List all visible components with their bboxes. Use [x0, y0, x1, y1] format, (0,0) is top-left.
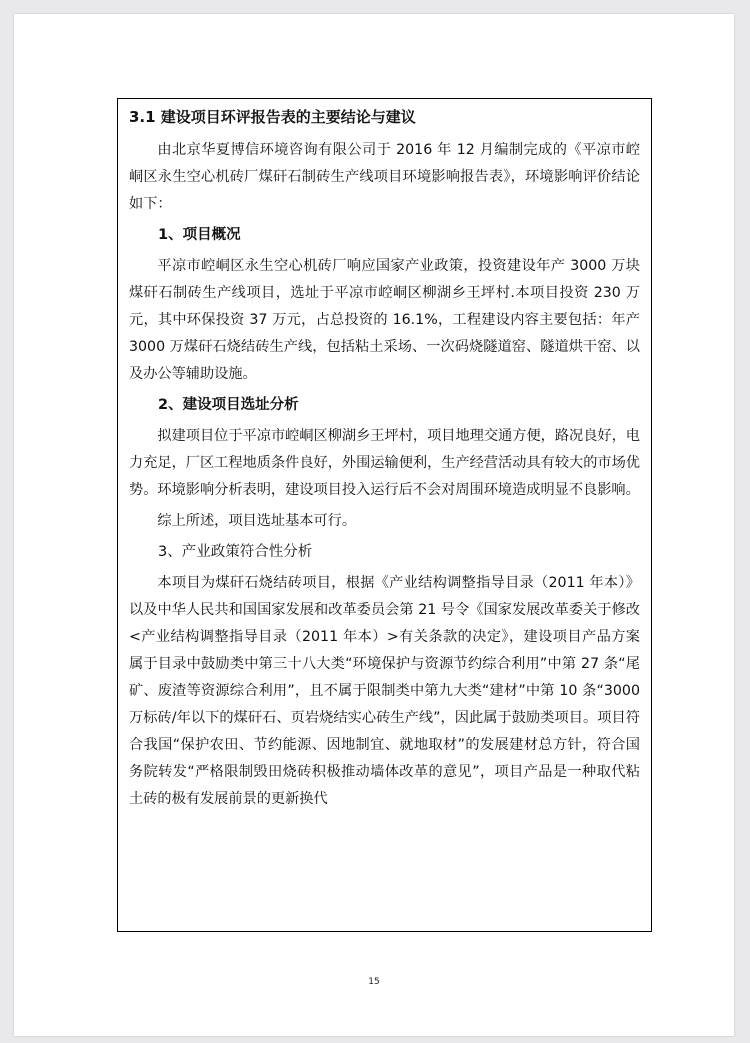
- content-table-frame: [117, 98, 652, 932]
- section1-title: 1、项目概况: [158, 227, 241, 243]
- section2-title: 2、建设项目选址分析: [158, 397, 299, 413]
- intro-paragraph: 由北京华夏博信环境咨询有限公司于 2016 年 12 月编制完成的《平凉市崆峒区永生空心机砖厂煤矸石制砖生产线项目环境影响报告表》，环境影响评价结论如下：: [129, 142, 640, 212]
- section3-title: 3、产业政策符合性分析: [158, 544, 313, 560]
- content-body: [118, 99, 651, 813]
- section2-paragraph: 拟建项目位于平凉市崆峒区柳湖乡王坪村，项目地理交通方便，路况良好，电力充足，厂区工程地质条件良好，外围运输便利，生产经营活动具有较大的市场优势。环境影响分析表明，建设项目投入运行后不会对周围环境造成明显不良影响。: [129, 428, 640, 498]
- section-heading: 3.1 建设项目环评报告表的主要结论与建议: [129, 108, 416, 126]
- section3-paragraph: 本项目为煤矸石烧结砖项目，根据《产业结构调整指导目录（2011 年本）》以及中华人民共和国国家发展和改革委员会第 21 号令《国家发展改革委关于修改<产业结构调整指导目录（2011 年本）>有关条款的决定》，建设项目产品方案属于目录中鼓励类中第三十八大类“环境保护与资源节约综合利用”中第 27 条“尾矿、废渣等资源综合利用”，且不属于限制类中第九大类“建材”中第 10 条“3000 万标砖/年以下的煤矸石、页岩烧结实心砖生产线”，因此属于鼓励类项目。项目符合我国“保护农田、节约能源、因地制宜、就地取材”的发展建材总方针，符合国务院转发“严格限制毁田烧砖积极推动墙体改革的意见”，项目产品是一种取代粘土砖的极有发展前景的更新换代: [129, 575, 640, 807]
- section1-paragraph: 平凉市崆峒区永生空心机砖厂响应国家产业政策，投资建设年产 3000 万块煤矸石制砖生产线项目，选址于平凉市崆峒区柳湖乡王坪村.本项目投资 230 万元，其中环保投资 37 万元，占总投资的 16.1%，工程建设内容主要包括：年产 3000 万煤矸石烧结砖生产线，包括粘土采场、一次码烧隧道窑、隧道烘干窑、以及办公等辅助设施。: [129, 258, 640, 382]
- document-page: [14, 14, 734, 1036]
- section2-conclusion: 综上所述，项目选址基本可行。: [157, 513, 357, 529]
- page-number: 15: [368, 977, 380, 987]
